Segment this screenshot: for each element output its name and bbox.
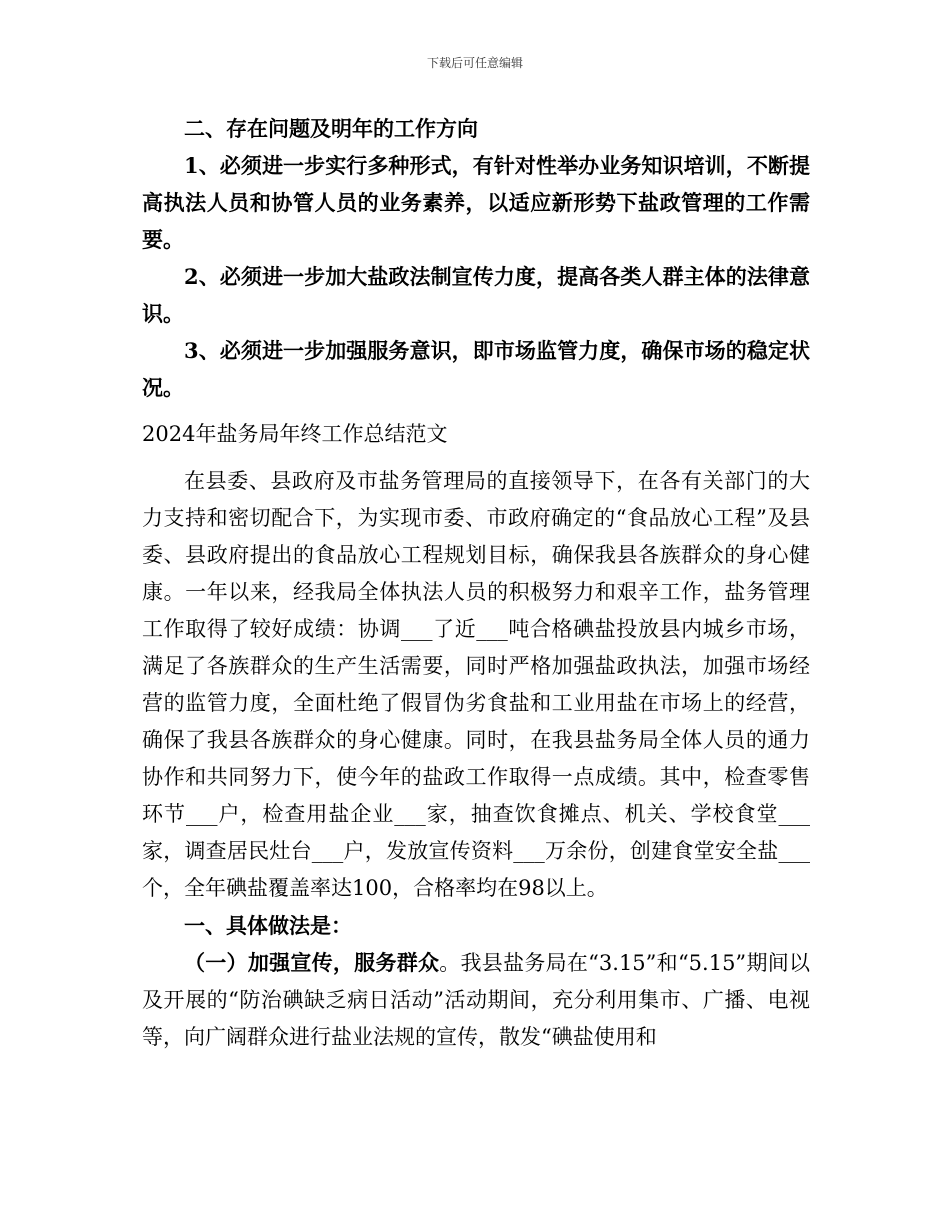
section2-item-3: 3、必须进一步加强服务意识，即市场监管力度，确保市场的稳定状况。 [142,338,810,400]
section2-item-2: 2、必须进一步加大盐政法制宣传力度，提高各类人群主体的法律意识。 [142,264,810,326]
intro-paragraph: 在县委、县政府及市盐务管理局的直接领导下，在各有关部门的大力支持和密切配合下，为实现市委、市政府确定的“食品放心工程”及县委、县政府提出的食品放心工程规划目标，确保我县各族群众的身心健康。一年以来，经我局全体执法人员的积极努力和艰辛工作，盐务管理工作取得了较好成绩：协调___了近___吨合格碘盐投放县内城乡市场，满足了各族群众的生产生活需要，同时严格加强盐政执法，加强市场经营的监管力度，全面杜绝了假冒伪劣食盐和工业用盐在市场上的经营，确保了我县各族群众的身心健康。同时，在我县盐务局全体人员的通力协作和共同努力下，使今年的盐政工作取得一点成绩。其中，检查零售环节___户，检查用盐企业___家，抽查饮食摊点、机关、学校食堂___家，调查居民灶台___户，发放宣传资料___万余份，创建食堂安全盐___个，全年碘盐覆盖率达100，合格率均在98以上。 [142,469,810,900]
header-note: 下载后可任意编辑 [426,56,523,70]
sub-section-1 [142,944,810,1056]
section1-heading: 一、具体做法是： [184,913,352,938]
sub-section-1-lead: （一）加强宣传，服务群众 [184,950,440,975]
section2-item-1: 1、必须进一步实行多种形式，有针对性举办业务知识培训，不断提高执法人员和协管人员的业务素养，以适应新形势下盐政管理的工作需要。 [142,153,810,252]
document-body [142,110,810,1056]
section2-heading: 二、存在问题及明年的工作方向 [184,116,478,141]
document-title: 2024年盐务局年终工作总结范文 [142,422,448,446]
sub-section-1-text: 。我县盐务局在“3.15”和“5.15”期间以及开展的“防治碘缺乏病日活动”活动期间，充分利用集市、广播、电视等，向广阔群众进行盐业法规的宣传，散发“碘盐使用和 [142,951,810,1049]
